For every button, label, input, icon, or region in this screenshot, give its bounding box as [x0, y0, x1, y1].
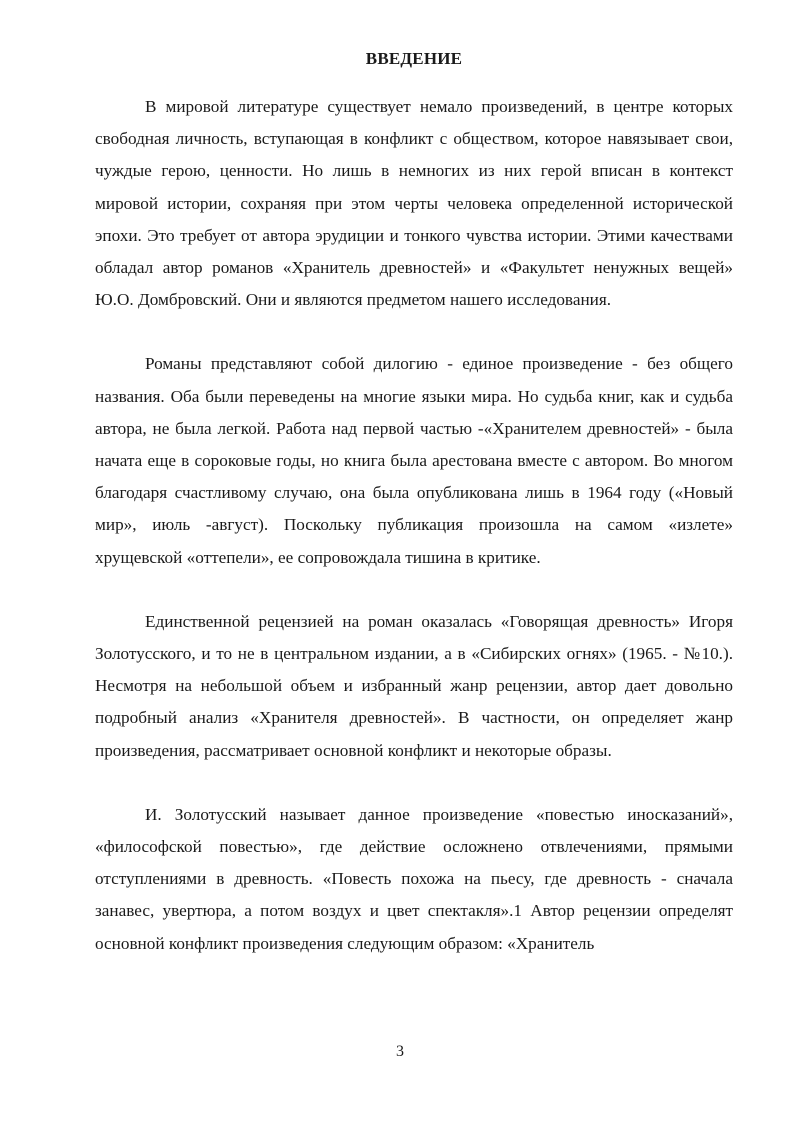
paragraph-3: Единственной рецензией на роман оказалась «Говорящая древность» Игоря Золотусского, и то не в центральном издании, а в «Сибирских огнях» (1965. - №10.). Несмотря на небольшой объем и избранный жанр рецензии, автор дает довольно подробный анализ «Хранителя древностей». В частности, он определяет жанр произведения, рассматривает основной конфликт и некоторые образы.	[95, 611, 733, 760]
paragraph-1: В мировой литературе существует немало произведений, в центре которых свободная личность, вступающая в конфликт с обществом, которое навязывает свои, чуждые герою, ценности. Но лишь в немногих из них герой вписан в контекст мировой истории, сохраняя при этом черты человека определенной исторической эпохи. Это требует от автора эрудиции и тонкого чувства истории. Этими качествами обладал автор романов «Хранитель древностей» и «Факультет ненужных вещей» Ю.О. Домбровский. Они и являются предметом нашего исследования.	[95, 97, 733, 310]
paragraph-4: И. Золотусский называет данное произведение «повестью иносказаний», «философской повестью», где действие осложнено отвлечениями, прямыми отступлениями в древность. «Повесть похожа на пьесу, где древность - сначала занавес, увертюра, а потом воздух и цвет спектакля».1 Автор рецензии определят основной конфликт произведения следующим образом: «Хранитель	[95, 804, 733, 953]
paragraph-2: Романы представляют собой дилогию - единое произведение - без общего названия. Оба были переведены на многие языки мира. Но судьба книг, как и судьба автора, не была легкой. Работа над первой частью -«Хранителем древностей» - была начата еще в сороковые годы, но книга была арестована вместе с автором. Во многом благодаря счастливому случаю, она была опубликована лишь в 1964 году («Новый мир», июль -август). Поскольку публикация произошла на самом «излете» хрущевской «оттепели», ее сопровождала тишина в критике.	[95, 354, 733, 567]
page-number: 3	[396, 1043, 404, 1060]
page-title: ВВЕДЕНИЕ	[365, 49, 463, 68]
